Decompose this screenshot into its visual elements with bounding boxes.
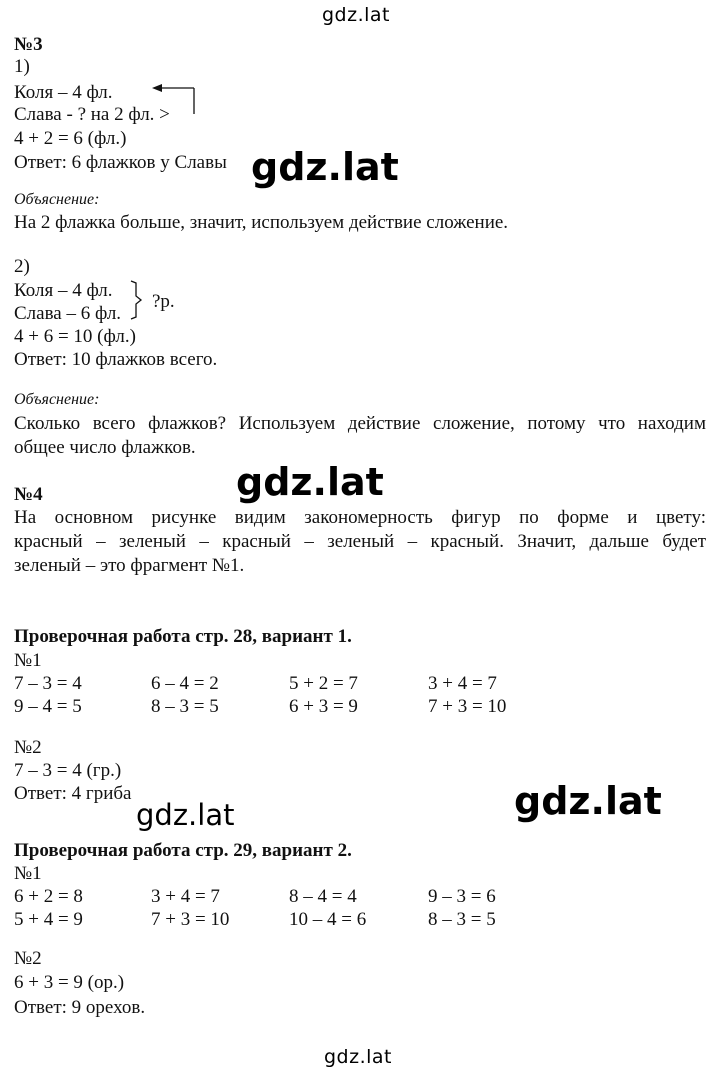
test1-equation: 3 + 4 = 7: [428, 673, 497, 694]
task3-part1-answer: Ответ: 6 флажков у Славы: [14, 152, 227, 173]
test2-title: Проверочная работа стр. 29, вариант 2.: [14, 840, 352, 861]
test1-equation: 6 + 3 = 9: [289, 696, 358, 717]
task3-part1-slava: Слава - ? на 2 фл. >: [14, 104, 170, 125]
test1-task2-expression: 7 – 3 = 4 (гр.): [14, 760, 122, 781]
test2-task2-expression: 6 + 3 = 9 (ор.): [14, 972, 125, 993]
test2-equation: 7 + 3 = 10: [151, 909, 230, 930]
task3-part2-brace-label: ?р.: [152, 291, 175, 312]
test1-equation: 5 + 2 = 7: [289, 673, 358, 694]
watermark: gdz.lat: [136, 798, 235, 832]
test2-equation: 9 – 3 = 6: [428, 886, 496, 907]
task3-part2-explanation-label: Объяснение:: [14, 391, 100, 408]
test1-equation: 9 – 4 = 5: [14, 696, 82, 717]
task3-part2-explanation-line1: Сколько всего флажков? Используем действие сложение, потому что находим: [14, 413, 706, 434]
task3-part1-expression: 4 + 2 = 6 (фл.): [14, 128, 127, 149]
watermark: gdz.lat: [236, 460, 384, 504]
test1-equation: 7 + 3 = 10: [428, 696, 507, 717]
watermark-bottom: gdz.lat: [324, 1046, 393, 1068]
test1-equation: 7 – 3 = 4: [14, 673, 82, 694]
test2-task2-number: №2: [14, 948, 42, 969]
task3-part2-number: 2): [14, 256, 30, 277]
task3-part1-number: 1): [14, 56, 30, 77]
watermark: gdz.lat: [251, 145, 399, 189]
test2-equation: 8 – 4 = 4: [289, 886, 357, 907]
task3-title: №3: [14, 34, 43, 55]
watermark: gdz.lat: [514, 779, 662, 823]
test2-task1-number: №1: [14, 863, 42, 884]
task4-title: №4: [14, 484, 43, 505]
test2-equation: 10 – 4 = 6: [289, 909, 367, 930]
test2-equation: 5 + 4 = 9: [14, 909, 83, 930]
test2-equation: 6 + 2 = 8: [14, 886, 83, 907]
task4-line3: зеленый – это фрагмент №1.: [14, 555, 245, 576]
task3-part2-slava: Слава – 6 фл.: [14, 303, 122, 324]
test1-equation: 6 – 4 = 2: [151, 673, 219, 694]
task3-part2-kolya: Коля – 4 фл.: [14, 280, 113, 301]
task3-part1-explanation-label: Объяснение:: [14, 191, 100, 208]
watermark-top: gdz.lat: [322, 4, 391, 26]
task3-part1-explanation-text: На 2 флажка больше, значит, используем действие сложение.: [14, 212, 509, 233]
task4-line1: На основном рисунке видим закономерность фигур по форме и цвету:: [14, 507, 706, 528]
task3-part2-explanation-line2: общее число флажков.: [14, 437, 196, 458]
task3-part1-kolya: Коля – 4 фл.: [14, 82, 113, 103]
task3-part2-expression: 4 + 6 = 10 (фл.): [14, 326, 136, 347]
test1-task2-answer: Ответ: 4 гриба: [14, 783, 132, 804]
task4-line2: красный – зеленый – красный – зеленый – красный. Значит, дальше будет: [14, 531, 706, 552]
task3-part2-answer: Ответ: 10 флажков всего.: [14, 349, 218, 370]
test1-task2-number: №2: [14, 737, 42, 758]
test2-equation: 8 – 3 = 5: [428, 909, 496, 930]
test2-task2-answer: Ответ: 9 орехов.: [14, 997, 146, 1018]
test2-equation: 3 + 4 = 7: [151, 886, 220, 907]
test1-title: Проверочная работа стр. 28, вариант 1.: [14, 626, 352, 647]
test1-task1-number: №1: [14, 650, 42, 671]
test1-equation: 8 – 3 = 5: [151, 696, 219, 717]
